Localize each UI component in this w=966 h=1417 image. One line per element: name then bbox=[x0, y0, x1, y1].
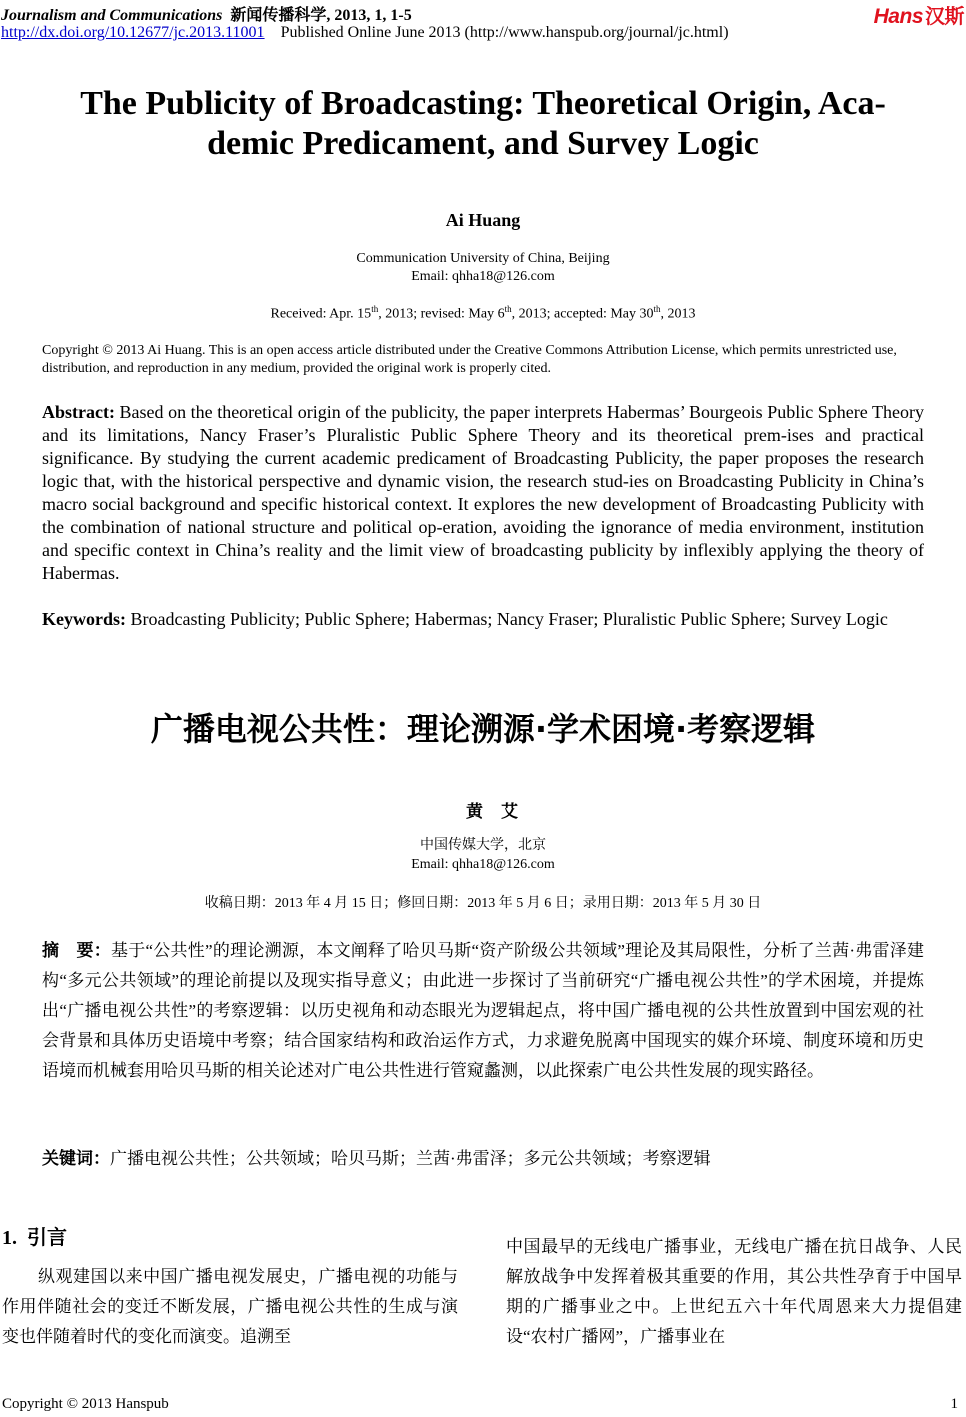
logo-text-cn: 汉斯 bbox=[925, 6, 964, 28]
paper-title-en bbox=[40, 84, 926, 164]
keywords-cn bbox=[42, 1144, 711, 1169]
accepted-date: , 2013; accepted: May 30 bbox=[511, 306, 654, 322]
copyright-notice: Copyright © 2013 Ai Huang. This is an open access article distributed under the Creative Commons Attribution License, which permits unrestricted use, distribution, and reproduction in any medium, provided the original work is properly cited. bbox=[42, 343, 897, 376]
body-paragraph: 中国最早的无线电广播事业，无线电广播在抗日战争、人民解放战争中发挥着极其重要的作用，其公共性孕育于中国早期的广播事业之中。上世纪五六十年代周恩来大力提倡建设“农村广播网”，广播事业在 bbox=[506, 1237, 962, 1346]
author-en: Ai Huang bbox=[445, 210, 521, 230]
abstract-cn bbox=[42, 936, 924, 1086]
publication-info bbox=[1, 24, 729, 42]
dates-cn: 收稿日期：2013 年 4 月 15 日；修回日期：2013 年 5 月 6 日；录用日期：2013 年 5 月 30 日 bbox=[204, 896, 762, 911]
journal-citation: 新闻传播科学, 2013, 1, 1-5 bbox=[230, 7, 412, 24]
footer-copyright: Copyright © 2013 Hanspub bbox=[2, 1396, 169, 1412]
keywords-text: Broadcasting Publicity; Public Sphere; Habermas; Nancy Fraser; Pluralistic Public Sphere; Survey Logic bbox=[130, 609, 888, 629]
title-line-1: The Publicity of Broadcasting: Theoretical Origin, Aca- bbox=[80, 85, 886, 122]
dates-en bbox=[0, 304, 966, 323]
abstract-label: Abstract: bbox=[42, 402, 115, 422]
title-line-2: demic Predicament, and Survey Logic bbox=[207, 125, 759, 162]
body-paragraph: 纵观建国以来中国广播电视发展史，广播电视的功能与作用伴随社会的变迁不断发展，广播电视公共性的生成与演变也伴随着时代的变化而演变。追溯至 bbox=[2, 1267, 458, 1346]
revised-date: , 2013; revised: May 6 bbox=[378, 306, 505, 322]
email-en: Email: qhha18@126.com bbox=[411, 269, 555, 284]
paper-title-cn: 广播电视公共性：理论溯源·学术困境·考察逻辑 bbox=[150, 710, 816, 748]
page-number: 1 bbox=[950, 1396, 958, 1412]
received-date: Received: Apr. 15 bbox=[270, 306, 372, 322]
affiliation-en: Communication University of China, Beijing bbox=[356, 251, 610, 266]
keywords-en bbox=[42, 608, 891, 631]
section-number: 1. bbox=[2, 1227, 17, 1249]
section-title: 引言 bbox=[27, 1225, 67, 1249]
keywords-cn-text: 广播电视公共性；公共领域；哈贝马斯；兰茜·弗雷泽；多元公共领域；考察逻辑 bbox=[110, 1149, 711, 1168]
ordinal-sup: th bbox=[371, 304, 379, 314]
published-online-text: Published Online June 2013 (http://www.hanspub.org/journal/jc.html) bbox=[280, 24, 729, 41]
section-heading bbox=[2, 1221, 67, 1250]
abstract-text: Based on the theoretical origin of the publicity, the paper interprets Habermas’ Bourgeois Public Sphere Theory and its limitations, Nancy Fraser’s Pluralistic Public Sphere Theory and its theoretical prem-ises and practical significance. By studying the current academic predicament of Broadcasting Publicity, the paper proposes the research logic that, with the historical perspective and dynamic vision, the research stud-ies on Broadcasting Publicity in China’s macro social background and specific historical context. It explores the new development of Broadcasting Publicity with the combination of national structure and political op-eration, avoiding the ignorance of media environment, institution and specific context in China’s reality and the limit view of broadcasting publicity by inflexibly applying the theory of Habermas. bbox=[42, 402, 924, 583]
abstract-cn-label: 摘 要： bbox=[42, 941, 111, 961]
body-column-left bbox=[2, 1262, 458, 1352]
doi-link[interactable]: http://dx.doi.org/10.12677/jc.2013.11001 bbox=[1, 24, 265, 41]
ordinal-sup: th bbox=[504, 304, 512, 314]
email-cn: Email: qhha18@126.com bbox=[411, 857, 555, 872]
affiliation-cn: 中国传媒大学，北京 bbox=[420, 838, 546, 853]
journal-name-en: Journalism and Communications bbox=[1, 7, 223, 24]
logo-text-en: Hans bbox=[873, 5, 923, 28]
date-year: , 2013 bbox=[660, 306, 696, 322]
abstract-en bbox=[42, 401, 924, 585]
keywords-cn-label: 关键词： bbox=[42, 1149, 110, 1169]
hans-logo bbox=[874, 0, 964, 29]
body-column-right bbox=[506, 1232, 962, 1352]
author-cn: 黄艾 bbox=[466, 802, 536, 821]
affiliation-cn-block bbox=[0, 836, 966, 874]
abstract-cn-text: 基于“公共性”的理论溯源，本文阐释了哈贝马斯“资产阶级公共领域”理论及其局限性，分析了兰茜·弗雷泽建构“多元公共领域”的理论前提以及现实指导意义；由此进一步探讨了当前研究“广播电视公共性”的学术困境，并提炼出“广播电视公共性”的考察逻辑：以历史视角和动态眼光为逻辑起点，将中国广播电视的公共性放置到中国宏观的社会背景和具体历史语境中考察；结合国家结构和政治运作方式，力求避免脱离中国现实的媒介环境、制度环境和历史语境而机械套用哈贝马斯的相关论述对广电公共性进行管窥蠡测，以此探索广电公共性发展的现实路径。 bbox=[42, 941, 925, 1080]
journal-header bbox=[1, 2, 412, 25]
ordinal-sup: th bbox=[653, 304, 661, 314]
affiliation-en-block bbox=[0, 250, 966, 286]
keywords-label: Keywords: bbox=[42, 609, 126, 629]
